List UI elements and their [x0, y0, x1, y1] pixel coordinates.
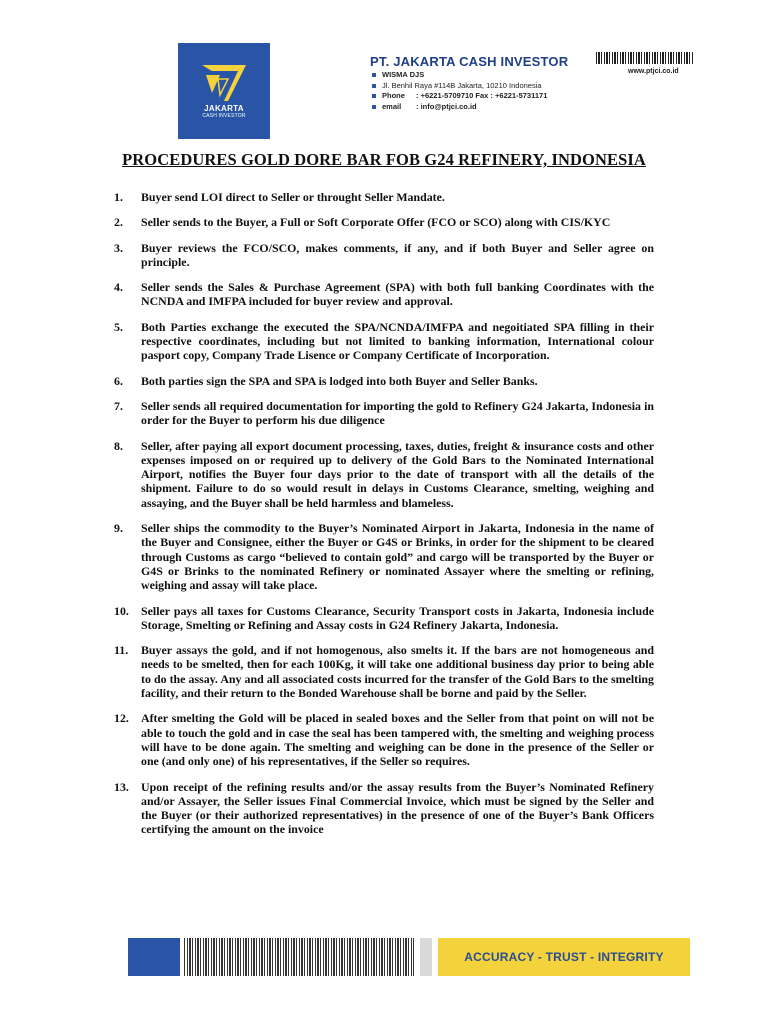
step-number: 2.: [114, 215, 123, 230]
step-number: 11.: [114, 643, 129, 658]
bullet-icon: [372, 84, 376, 88]
company-logo: [178, 43, 270, 139]
step-number: 10.: [114, 603, 129, 618]
step-text: Both parties sign the SPA and SPA is lodged into both Buyer and Seller Banks.: [141, 373, 538, 388]
footer-barcode-decoration: [184, 938, 414, 976]
step-number: 5.: [114, 319, 123, 334]
step-text: Seller pays all taxes for Customs Clearance, Security Transport costs in Jakarta, Indonesia include Storage, Smelting or Refining and Assay costs in G24 Refinery Jakarta, Indonesia.: [141, 603, 654, 632]
footer-blue-block: [128, 938, 180, 976]
step-text: Buyer reviews the FCO/SCO, makes comments, if any, and if both Buyer and Seller agree on principle.: [141, 240, 654, 269]
contact-label: Phone: [382, 91, 405, 100]
step-text: After smelting the Gold will be placed in sealed boxes and the Seller from that point on will not be able to touch the gold and in case the seal has been tampered with, the smelting and weighing process will have to be done again. The smelting and weighing can be done in the presence of the Seller or one (and only one) of his representatives, if the Seller so requires.: [141, 711, 654, 769]
step-number: 8.: [114, 438, 123, 453]
step-number: 1.: [114, 190, 123, 204]
company-name: PT. JAKARTA CASH INVESTOR: [370, 54, 569, 69]
step-number: 4.: [114, 280, 123, 295]
contact-value: : +6221-5709710 Fax : +6221-5731171: [416, 91, 548, 100]
step-text: Seller sends all required documentation for importing the gold to Refinery G24 Jakarta, Indonesia in order for the Buyer to perform his due diligence: [141, 398, 654, 428]
step-number: 3.: [114, 240, 123, 255]
barcode-decoration: [596, 52, 694, 64]
step-item: [114, 780, 654, 837]
step-item: [114, 439, 654, 510]
bullet-icon: [372, 94, 376, 98]
step-item: [114, 604, 654, 633]
step-text: Buyer assays the gold, and if not homogenous, also smelts it. If the bars are not homogeneous and needs to be smelted, then for each 100Kg, it will take one additional business day prior to being able to do the assay. Any and all associated costs incurred for the transfer of the Gold Bars to the smelting facility, and their return to the Bonded Warehouse shall be borne and paid by the Seller.: [141, 643, 654, 701]
step-text: Seller ships the commodity to the Buyer’s Nominated Airport in Jakarta, Indonesia in the name of the Buyer and Consignee, either the Buyer or G4S or Brinks, in order for the shipment to be cleared through Customs as cargo “believed to contain gold” and cargo will be transported by the Buyer or G4S or Brinks to the nominated Refinery or nominated Assayer where the smelting or refining, weighing and assay will take place.: [141, 521, 654, 593]
bullet-icon: [372, 73, 376, 77]
contact-value: WISMA DJS: [382, 70, 425, 79]
step-text: Seller, after paying all export document processing, taxes, duties, freight & insurance costs and other expenses imposed on or required up to delivery of the Gold Bars to the Nominated International Airport, notifies the Buyer four days prior to the date of transport with all the details of the shipment. Failure to do so would result in delays in Customs Clearance, smelting, weighing and assaying, and the Buyer shall be held harmless and blameless.: [141, 438, 654, 510]
contact-item: [372, 81, 547, 92]
step-item: [114, 374, 654, 388]
step-number: 7.: [114, 398, 123, 413]
step-item: [114, 280, 654, 309]
step-number: 13.: [114, 779, 129, 794]
contact-list: [372, 70, 547, 112]
footer-slogan: ACCURACY - TRUST - INTEGRITY: [438, 938, 690, 976]
step-item: [114, 320, 654, 363]
step-number: 9.: [114, 521, 123, 536]
step-item: [114, 241, 654, 270]
step-item: [114, 521, 654, 592]
logo-mark-icon: [198, 63, 250, 103]
contact-item: [372, 70, 547, 81]
contact-item: [372, 102, 547, 113]
step-number: 6.: [114, 373, 123, 388]
step-text: Seller sends the Sales & Purchase Agreement (SPA) with both full banking Coordinates with the NCNDA and IMFPA included for buyer review and approval.: [141, 280, 654, 309]
step-text: Buyer send LOI direct to Seller or throught Seller Mandate.: [141, 190, 445, 204]
step-item: [114, 399, 654, 428]
contact-value: : info@ptjci.co.id: [416, 101, 477, 111]
step-text: Both Parties exchange the executed the SPA/NCNDA/IMFPA and negoitiated SPA filling in their respective coordinates, including but not limited to banking information, International colour pasport copy, Company Trade Lisence or Company Certificate of Incorporation.: [141, 319, 654, 363]
logo-text: JAKARTA: [204, 104, 244, 113]
contact-item: [372, 91, 547, 102]
contact-label: email: [382, 101, 402, 111]
document-title: PROCEDURES GOLD DORE BAR FOB G24 REFINERY, INDONESIA: [122, 150, 646, 169]
step-item: [114, 643, 654, 700]
bullet-icon: [372, 105, 376, 109]
step-item: [114, 711, 654, 768]
step-item: [114, 190, 654, 204]
logo-subtext: CASH INVESTOR: [202, 113, 246, 119]
step-text: Seller sends to the Buyer, a Full or Soft Corporate Offer (FCO or SCO) along with CIS/KYC: [141, 215, 611, 230]
step-number: 12.: [114, 711, 129, 726]
step-text: Upon receipt of the refining results and/or the assay results from the Buyer’s Nominated Refinery and/or Assayer, the Seller issues Final Commercial Invoice, which must be signed by the Seller and the Buyer (or their authorized representatives) in the presence of one of the Buyer’s Bank Officers certifying the amount on the invoice: [141, 779, 654, 837]
contact-value: Jl. Benhil Raya #114B Jakarta, 10210 Indonesia: [382, 80, 542, 90]
step-item: [114, 215, 654, 229]
procedure-steps: [114, 190, 654, 848]
footer-gray-block: [420, 938, 432, 976]
website-link: www.ptjci.co.id: [628, 68, 679, 75]
footer-banner: [128, 938, 690, 976]
